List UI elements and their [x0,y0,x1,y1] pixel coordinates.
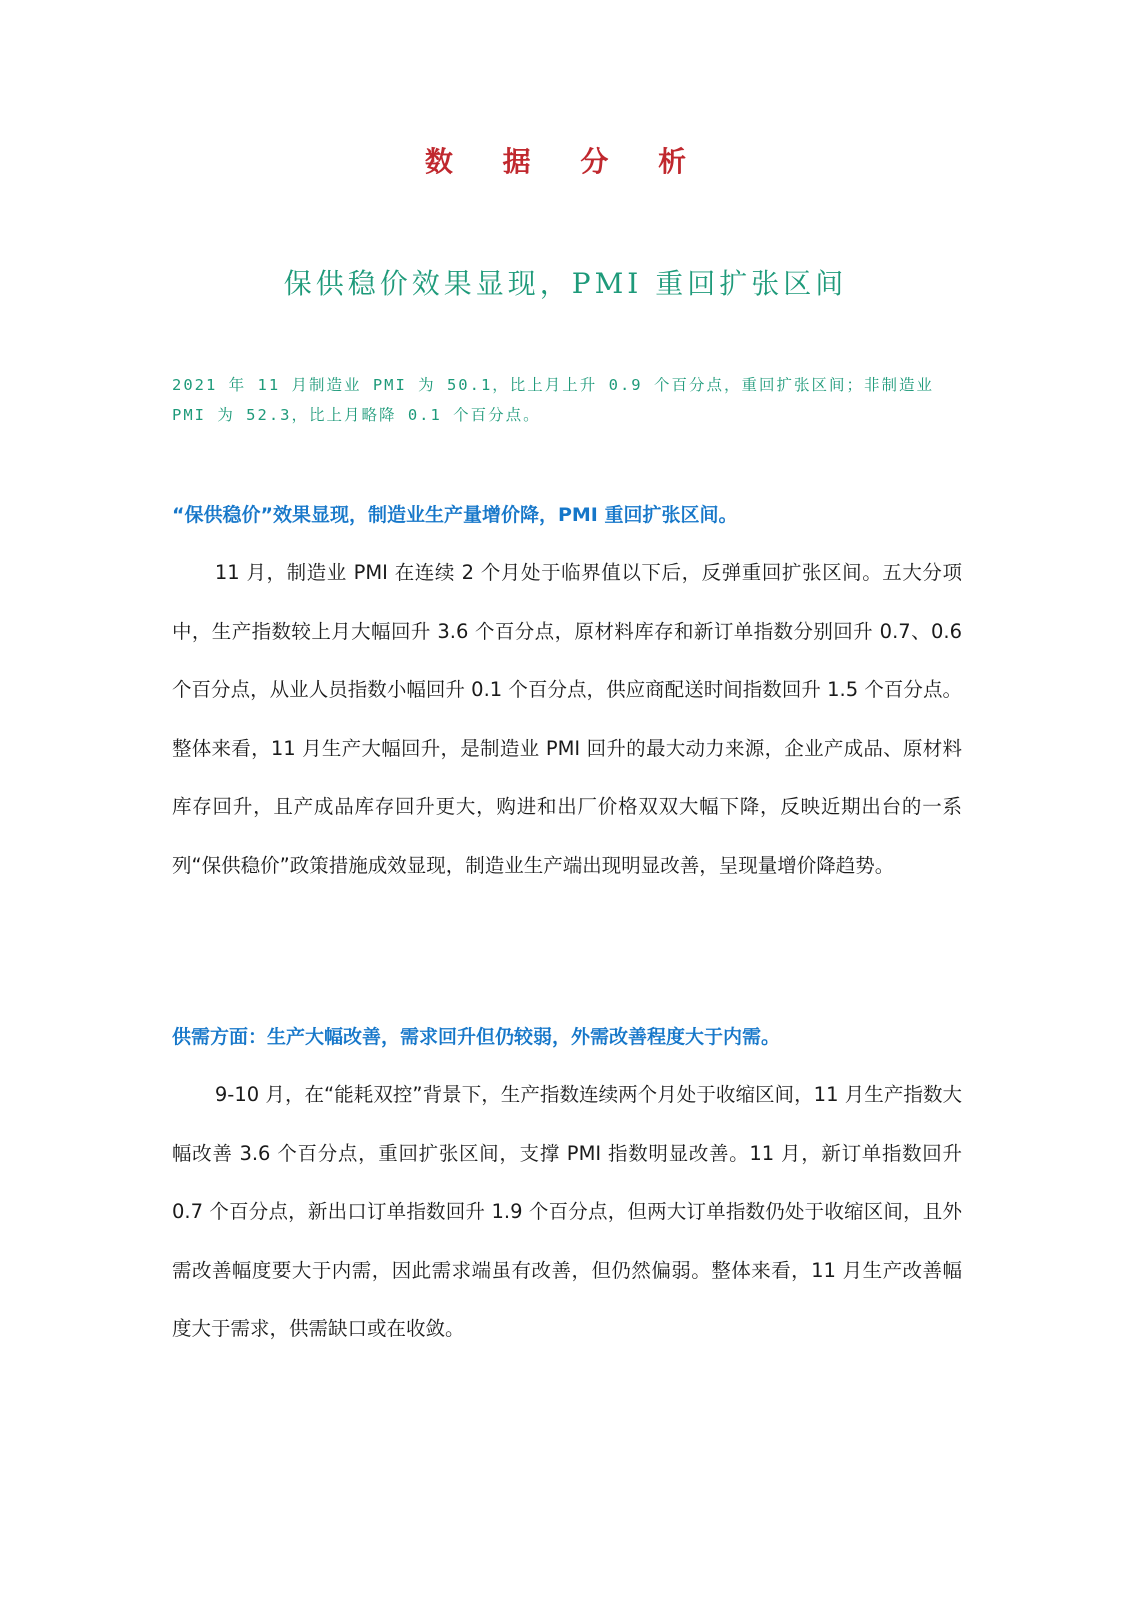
section-body-supply-price: 11 月，制造业 PMI 在连续 2 个月处于临界值以下后，反弹重回扩张区间。五大分项中，生产指数较上月大幅回升 3.6 个百分点，原材料库存和新订单指数分别回升 0.7、0.6 个百分点，从业人员指数小幅回升 0.1 个百分点，供应商配送时间指数回升 1.5 个百分点。整体来看，11 月生产大幅回升，是制造业 PMI 回升的最大动力来源，企业产成品、原材料库存回升，且产成品库存回升更大，购进和出厂价格双双大幅下降，反映近期出台的一系列“保供稳价”政策措施成效显现，制造业生产端出现明显改善，呈现量增价降趋势。 [172,561,962,877]
document-title: 数 据 分 析 [424,145,707,178]
section-body-supply-demand: 9-10 月，在“能耗双控”背景下，生产指数连续两个月处于收缩区间，11 月生产指数大幅改善 3.6 个百分点，重回扩张区间，支撑 PMI 指数明显改善。11 月，新订单指数回升 0.7 个百分点，新出口订单指数回升 1.9 个百分点，但两大订单指数仍处于收缩区间，且外需改善幅度要大于内需，因此需求端虽有改善，但仍然偏弱。整体来看，11 月生产改善幅度大于需求，供需缺口或在收敛。 [172,1083,962,1341]
section-heading-supply-price: “保供稳价”效果显现，制造业生产量增价降，PMI 重回扩张区间。 [172,504,738,526]
section-heading-supply-demand: 供需方面：生产大幅改善，需求回升但仍较弱，外需改善程度大于内需。 [172,1026,781,1048]
document-subtitle: 保供稳价效果显现，PMI 重回扩张区间 [283,267,848,300]
summary-paragraph: 2021 年 11 月制造业 PMI 为 50.1，比上月上升 0.9 个百分点，重回扩张区间；非制造业 PMI 为 52.3，比上月略降 0.1 个百分点。 [172,376,934,424]
